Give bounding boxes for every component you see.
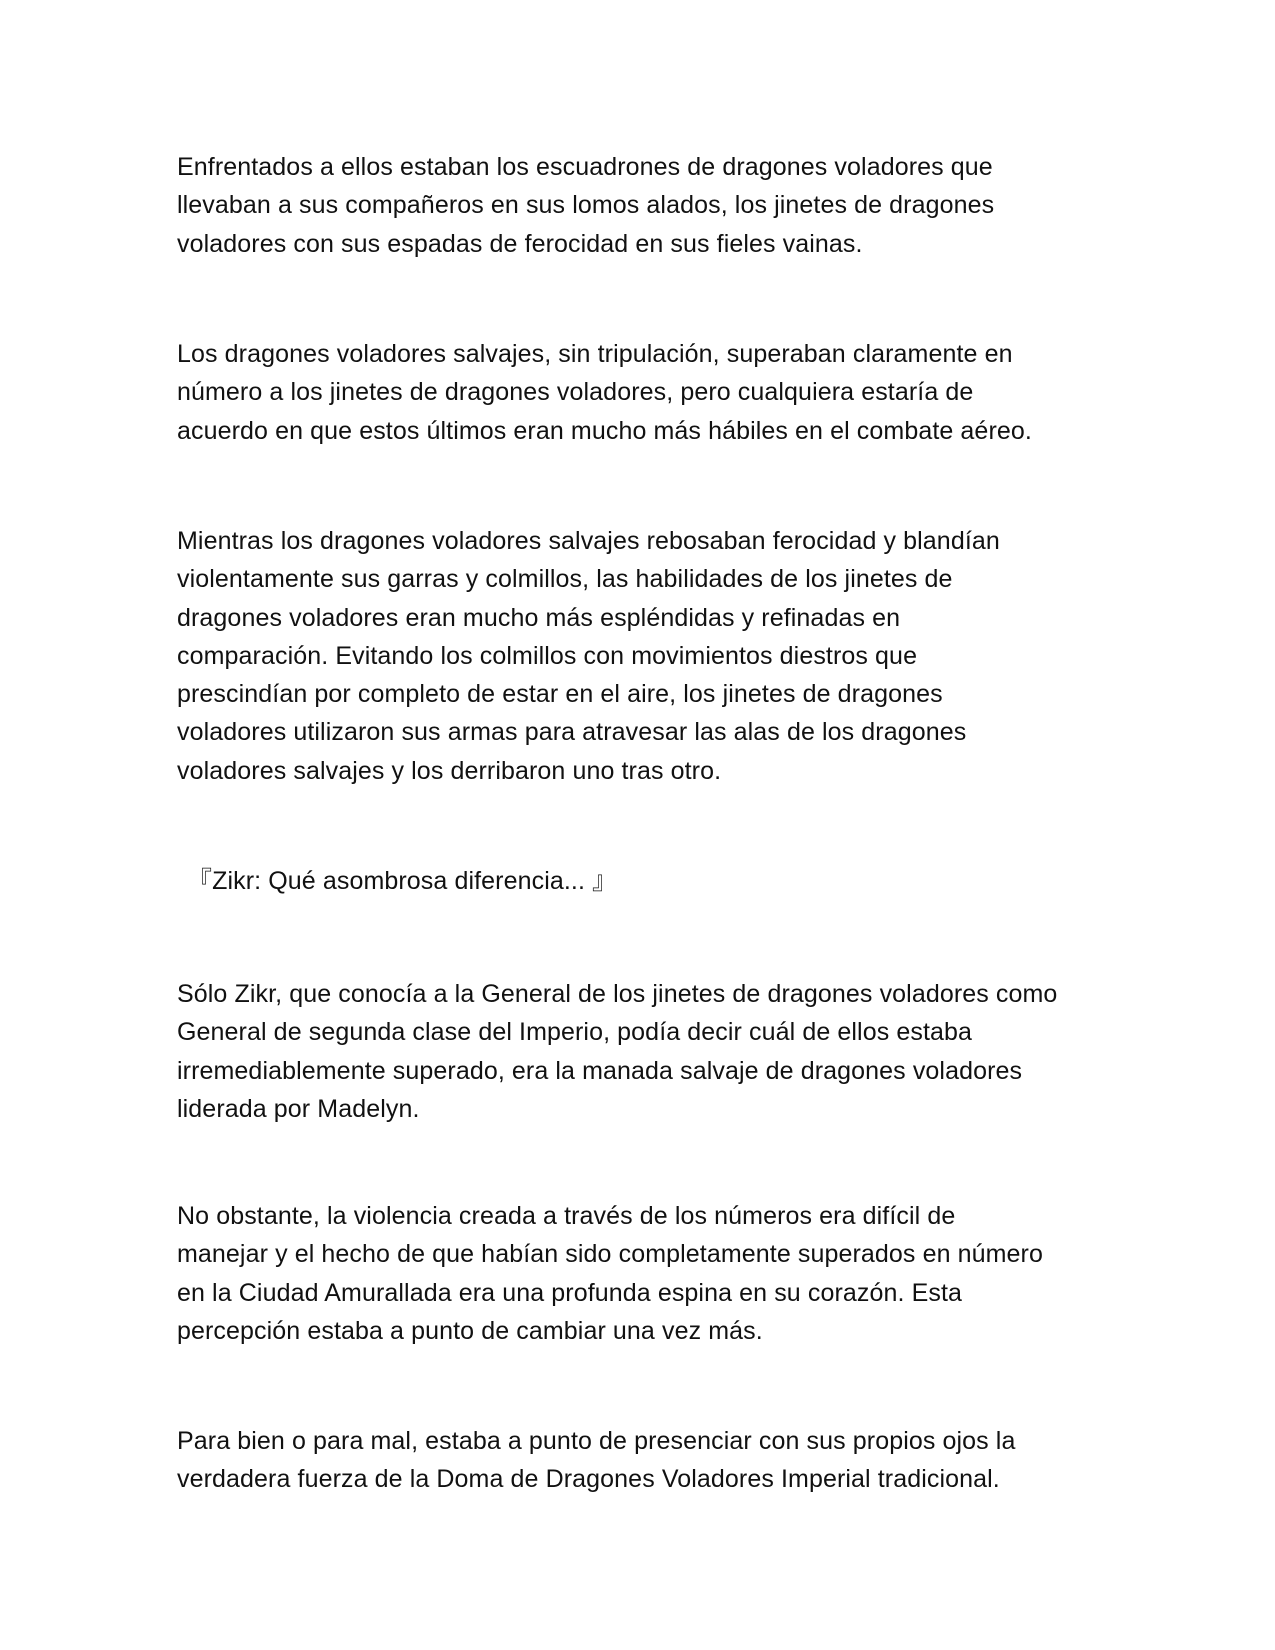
paragraph-line: prescindían por completo de estar en el aire, los jinetes de dragones — [177, 680, 943, 709]
paragraph-2 — [177, 335, 1107, 450]
paragraph-line: 『Zikr: Qué asombrosa diferencia... 』 — [187, 867, 618, 895]
paragraph-line: número a los jinetes de dragones voladores, pero cualquiera estaría de — [177, 378, 974, 407]
paragraph-line: percepción estaba a punto de cambiar una vez más. — [177, 1316, 763, 1345]
paragraph-line: dragones voladores eran mucho más espléndidas y refinadas en — [177, 603, 901, 632]
paragraph-line: irremediablemente superado, era la manada salvaje de dragones voladores — [177, 1056, 1023, 1085]
paragraph-line: violentamente sus garras y colmillos, las habilidades de los jinetes de — [177, 565, 953, 594]
paragraph-line: llevaban a sus compañeros en sus lomos alados, los jinetes de dragones — [177, 191, 995, 220]
paragraph-1 — [177, 148, 1107, 263]
paragraph-3 — [177, 522, 1107, 790]
paragraph-line: acuerdo en que estos últimos eran mucho más hábiles en el combate aéreo. — [177, 416, 1032, 445]
paragraph-line: No obstante, la violencia creada a través de los números era difícil de — [177, 1202, 956, 1230]
paragraph-line: Enfrentados a ellos estaban los escuadrones de dragones voladores que — [177, 153, 993, 181]
paragraph-line: voladores salvajes y los derribaron uno tras otro. — [177, 756, 722, 785]
paragraph-7 — [177, 1422, 1107, 1499]
paragraph-line: verdadera fuerza de la Doma de Dragones Voladores Imperial tradicional. — [177, 1465, 1000, 1494]
paragraph-line: voladores con sus espadas de ferocidad en sus fieles vainas. — [177, 229, 863, 258]
paragraph-line: Mientras los dragones voladores salvajes rebosaban ferocidad y blandían — [177, 527, 1000, 555]
paragraph-line: voladores utilizaron sus armas para atravesar las alas de los dragones — [177, 718, 967, 747]
paragraph-line: Para bien o para mal, estaba a punto de presenciar con sus propios ojos la — [177, 1427, 1016, 1455]
paragraph-line: Sólo Zikr, que conocía a la General de los jinetes de dragones voladores como — [177, 980, 1058, 1008]
paragraph-line: en la Ciudad Amurallada era una profunda espina en su corazón. Esta — [177, 1278, 962, 1307]
paragraph-5 — [177, 975, 1107, 1128]
paragraph-line: General de segunda clase del Imperio, podía decir cuál de ellos estaba — [177, 1018, 972, 1047]
paragraph-line: liderada por Madelyn. — [177, 1094, 420, 1123]
dialogue-line — [187, 862, 1117, 900]
paragraph-line: comparación. Evitando los colmillos con movimientos diestros que — [177, 641, 918, 670]
paragraph-6 — [177, 1197, 1107, 1350]
paragraph-line: manejar y el hecho de que habían sido completamente superados en número — [177, 1240, 1043, 1269]
paragraph-line: Los dragones voladores salvajes, sin tripulación, superaban claramente en — [177, 340, 1013, 368]
